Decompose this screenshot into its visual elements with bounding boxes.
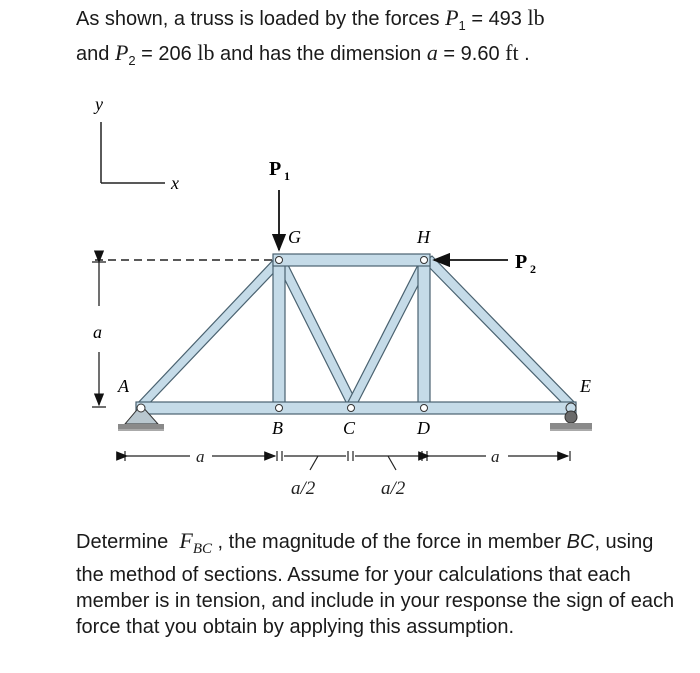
force-symbol: F (179, 528, 193, 553)
force-p1-label: P (269, 158, 282, 180)
p1-equals: = (465, 8, 489, 30)
p2-equals: = (135, 43, 159, 65)
question-text (76, 528, 676, 640)
p2-subscript: 2 (128, 53, 136, 68)
pin-C (348, 405, 355, 412)
member-AE (136, 402, 576, 414)
horizontal-dimensions (125, 451, 570, 470)
coordinate-axes (93, 94, 179, 193)
question-lead: Determine (76, 531, 174, 553)
node-label-B: B (272, 418, 283, 438)
member-CH (346, 257, 430, 410)
a-equals: = (437, 43, 461, 65)
force-p2-subscript: 2 (530, 262, 536, 276)
p1-symbol: P (445, 5, 459, 30)
member-GC (276, 257, 358, 410)
node-label-G: G (288, 227, 301, 247)
dim-left-label: a (196, 447, 205, 466)
p1-subscript: 1 (458, 18, 466, 33)
member-GB (273, 260, 285, 408)
node-label-A: A (118, 376, 129, 396)
member-HE (424, 256, 576, 410)
p2-value: 206 (158, 43, 192, 65)
height-dimension-label: a (93, 322, 102, 342)
height-dimension (92, 262, 106, 407)
force-P1-arrow (269, 158, 290, 250)
force-subscript: BC (192, 541, 212, 557)
pin-H (421, 257, 428, 264)
problem-end: . (518, 43, 530, 65)
a-value: 9.60 (460, 43, 500, 65)
dim-half-2-label: a/2 (381, 478, 406, 499)
and-text: and (76, 43, 115, 65)
pin-B (276, 405, 283, 412)
axis-x-label: x (171, 173, 179, 193)
member-GH (273, 254, 430, 266)
member-HD (418, 260, 430, 408)
question-rest: , the magnitude of the force in member (212, 531, 567, 553)
p2-unit: lb (197, 40, 215, 65)
p2-symbol: P (114, 40, 129, 65)
axis-y-label: y (95, 94, 103, 114)
force-p1-subscript: 1 (284, 169, 290, 183)
dimension-text: and has the dimension (214, 43, 427, 65)
p1-value: 493 (488, 8, 522, 30)
a-unit: ft (505, 40, 519, 65)
node-label-D: D (417, 418, 430, 438)
force-p2-label: P (515, 251, 528, 273)
joint-pins (276, 257, 428, 412)
a-symbol: a (426, 40, 438, 65)
problem-intro: As shown, a truss is loaded by the forces (76, 8, 446, 30)
truss-members (136, 254, 576, 414)
node-label-E: E (580, 376, 591, 396)
p1-unit: lb (527, 5, 545, 30)
force-P2-arrow (434, 251, 536, 276)
node-label-H: H (417, 227, 430, 247)
dim-right-label: a (491, 447, 500, 466)
member-AG (136, 256, 284, 411)
node-label-C: C (343, 418, 356, 438)
dim-half-1-label: a/2 (291, 478, 316, 499)
question-member: BC (566, 531, 595, 553)
pin-G (276, 257, 283, 264)
pin-D (421, 405, 428, 412)
question-rest-2: , using the method of sections. Assume for your calculations that each member is in tension, and include in your response the sign of each force that you obtain by applying this assumption. (76, 531, 675, 638)
